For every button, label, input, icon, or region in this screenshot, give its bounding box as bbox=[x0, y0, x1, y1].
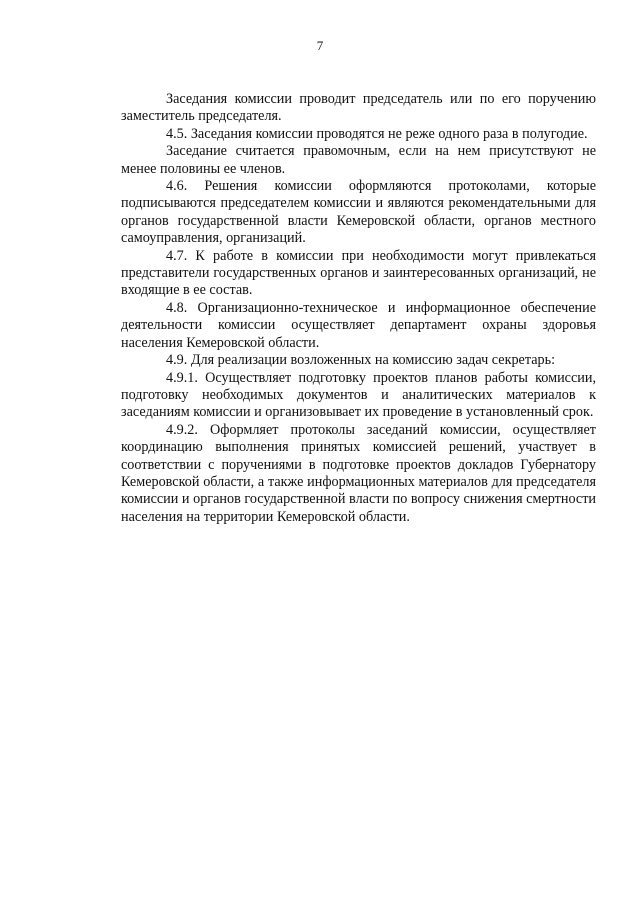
paragraph-4-7: 4.7. К работе в комиссии при необходимости могут привлекаться представители государственных органов и заинтересованных организаций, не входящие в ее состав. bbox=[121, 247, 596, 299]
paragraph-4-9-1: 4.9.1. Осуществляет подготовку проектов планов работы комиссии, подготовку необходимых документов и аналитических материалов к заседаниям комиссии и организовывает их проведение в установленный срок. bbox=[121, 369, 596, 421]
page-number: 7 bbox=[316, 38, 324, 53]
paragraph-4-9: 4.9. Для реализации возложенных на комиссию задач секретарь: bbox=[166, 352, 556, 369]
paragraph-4-9-2: 4.9.2. Оформляет протоколы заседаний комиссии, осуществляет координацию выполнения принятых комиссией решений, участвует в соответствии с поручениями в подготовке проектов докладов Губернатору Кемеровской области, а также информационных материалов для председателя комиссии и органов государственной власти по вопросу снижения смертности населения на территории Кемеровской области. bbox=[121, 421, 596, 525]
paragraph-4-8: 4.8. Организационно-техническое и информационное обеспечение деятельности комиссии осуществляет департамент охраны здоровья населения Кемеровской области. bbox=[121, 299, 596, 351]
paragraph-meetings-chair: Заседания комиссии проводит председатель или по его поручению заместитель председателя. bbox=[121, 91, 596, 125]
paragraph-4-6: 4.6. Решения комиссии оформляются протоколами, которые подписываются председателем комиссии и являются рекомендательными для органов государственной власти Кемеровской области, органов местного самоуправления, организаций. bbox=[121, 178, 596, 247]
document-body bbox=[121, 91, 596, 526]
paragraph-4-5: 4.5. Заседания комиссии проводятся не реже одного раза в полугодие. bbox=[166, 125, 588, 142]
paragraph-quorum: Заседание считается правомочным, если на нем присутствуют не менее половины ее членов. bbox=[121, 143, 596, 177]
